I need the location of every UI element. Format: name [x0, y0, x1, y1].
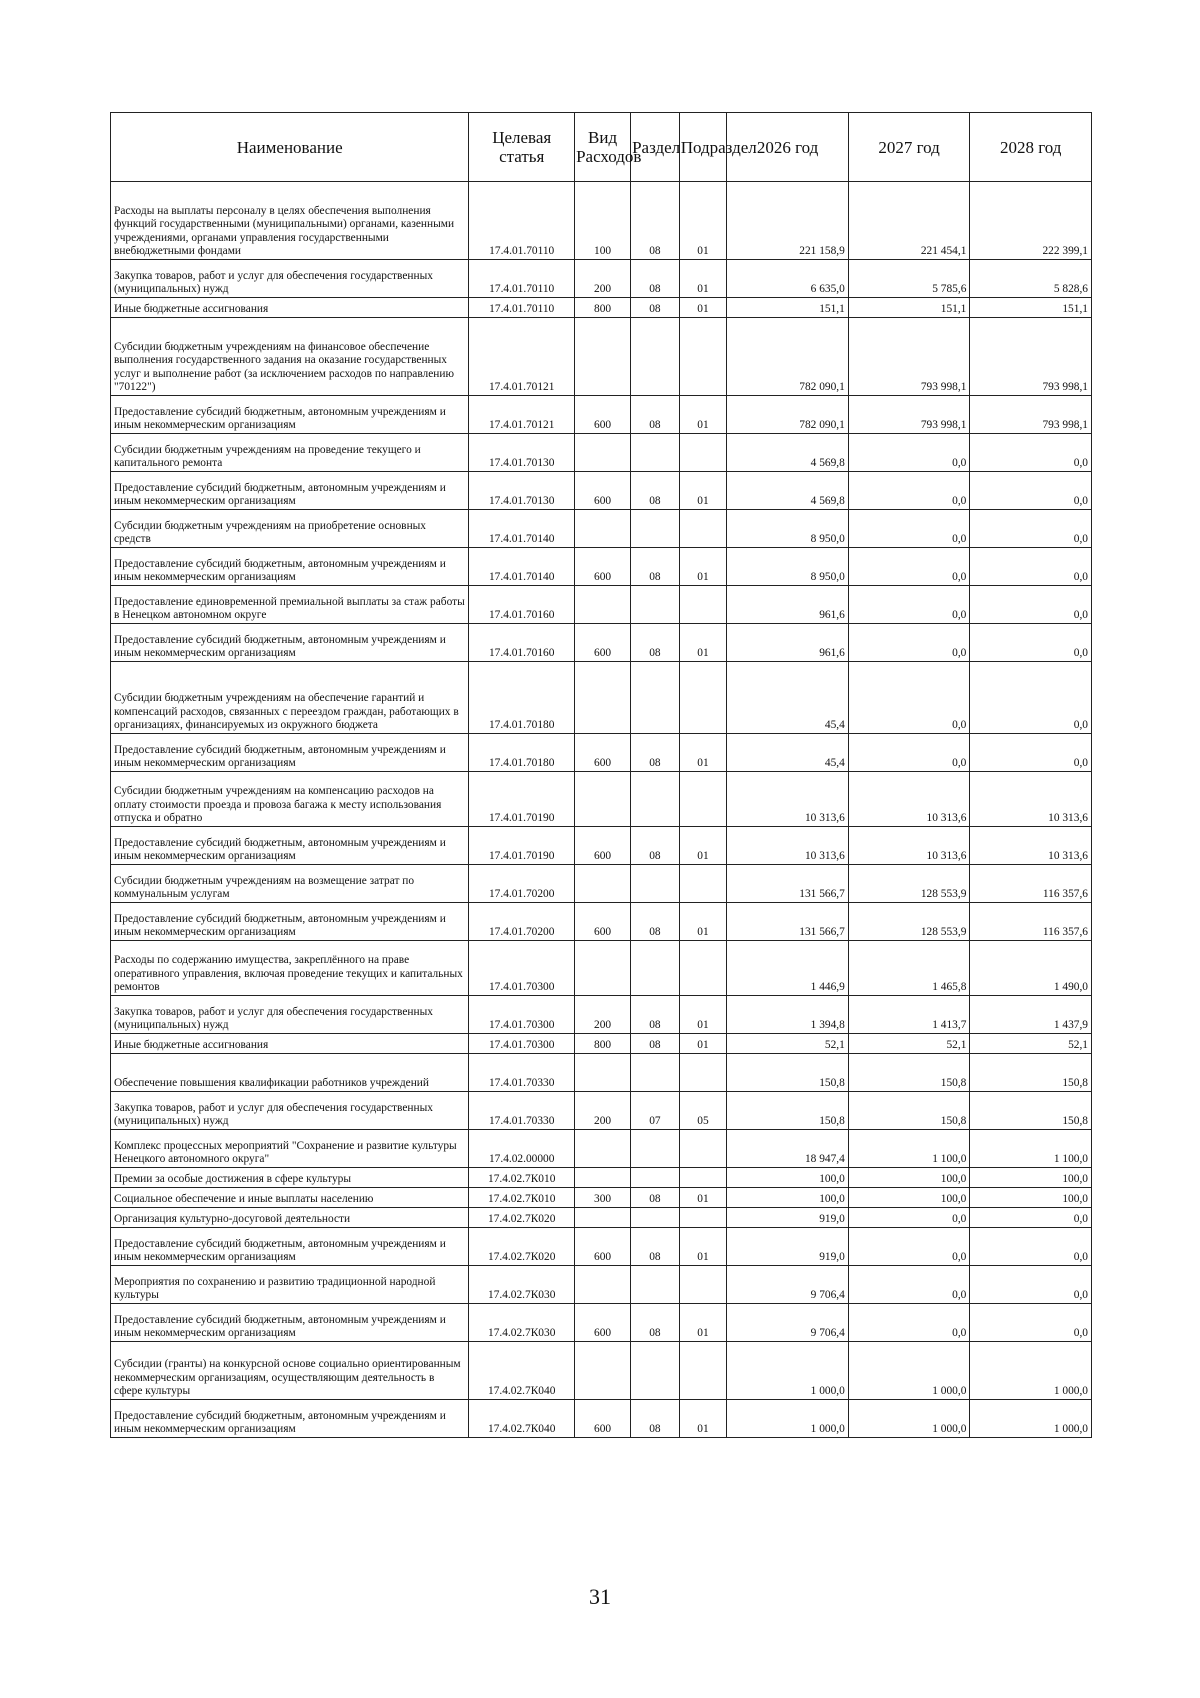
row-section [631, 1054, 680, 1092]
row-section: 08 [631, 548, 680, 586]
row-amount-2026: 100,0 [727, 1188, 849, 1208]
row-section: 08 [631, 1400, 680, 1438]
row-amount-2028: 116 357,6 [970, 865, 1092, 903]
row-expense-type [575, 434, 631, 472]
page-number: 31 [589, 1584, 611, 1609]
header-target-article: Целевая статья [469, 113, 575, 182]
row-name: Субсидии бюджетным учреждениям на финансовое обеспечение выполнения государственного задания на оказание государственных услуг и выполнение работ (за исключением расходов по направлению "70122") [111, 318, 469, 396]
row-expense-type [575, 318, 631, 396]
row-target-article: 17.4.01.70160 [469, 624, 575, 662]
row-section [631, 1168, 680, 1188]
row-target-article: 17.4.02.00000 [469, 1130, 575, 1168]
row-expense-type: 600 [575, 396, 631, 434]
row-section [631, 865, 680, 903]
row-amount-2027: 0,0 [848, 472, 970, 510]
row-amount-2027: 793 998,1 [848, 318, 970, 396]
row-subsection [679, 865, 727, 903]
row-subsection: 01 [679, 734, 727, 772]
row-subsection [679, 662, 727, 734]
row-amount-2028: 10 313,6 [970, 772, 1092, 827]
row-amount-2026: 9 706,4 [727, 1266, 849, 1304]
row-amount-2027: 0,0 [848, 1266, 970, 1304]
table-row [111, 1188, 1092, 1208]
table-row [111, 1266, 1092, 1304]
row-section: 08 [631, 996, 680, 1034]
row-amount-2027: 1 000,0 [848, 1400, 970, 1438]
row-amount-2028: 0,0 [970, 1266, 1092, 1304]
row-amount-2028: 150,8 [970, 1054, 1092, 1092]
table-row [111, 1304, 1092, 1342]
table-row [111, 586, 1092, 624]
row-amount-2028: 100,0 [970, 1168, 1092, 1188]
row-section [631, 941, 680, 996]
row-name: Субсидии бюджетным учреждениям на приобретение основных средств [111, 510, 469, 548]
row-section: 08 [631, 396, 680, 434]
row-expense-type [575, 1130, 631, 1168]
row-name: Закупка товаров, работ и услуг для обеспечения государственных (муниципальных) нужд [111, 1092, 469, 1130]
row-subsection [679, 434, 727, 472]
row-amount-2026: 150,8 [727, 1054, 849, 1092]
row-amount-2028: 793 998,1 [970, 396, 1092, 434]
table-row [111, 1208, 1092, 1228]
row-target-article: 17.4.01.70200 [469, 865, 575, 903]
row-amount-2026: 919,0 [727, 1208, 849, 1228]
row-section: 08 [631, 1228, 680, 1266]
row-section: 08 [631, 1034, 680, 1054]
row-expense-type: 100 [575, 182, 631, 260]
row-amount-2026: 52,1 [727, 1034, 849, 1054]
row-name: Предоставление субсидий бюджетным, автономным учреждениям и иным некоммерческим организациям [111, 734, 469, 772]
row-name: Предоставление субсидий бюджетным, автономным учреждениям и иным некоммерческим организациям [111, 548, 469, 586]
row-amount-2028: 1 000,0 [970, 1400, 1092, 1438]
row-amount-2027: 10 313,6 [848, 772, 970, 827]
row-amount-2027: 0,0 [848, 1304, 970, 1342]
row-amount-2028: 793 998,1 [970, 318, 1092, 396]
table-row [111, 396, 1092, 434]
header-section: Раздел [631, 113, 680, 182]
row-amount-2028: 0,0 [970, 586, 1092, 624]
row-amount-2028: 0,0 [970, 662, 1092, 734]
row-amount-2028: 0,0 [970, 472, 1092, 510]
row-subsection [679, 1168, 727, 1188]
row-expense-type [575, 586, 631, 624]
row-section [631, 662, 680, 734]
row-target-article: 17.4.01.70330 [469, 1054, 575, 1092]
row-expense-type [575, 1054, 631, 1092]
row-amount-2027: 52,1 [848, 1034, 970, 1054]
row-target-article: 17.4.02.7К030 [469, 1266, 575, 1304]
row-amount-2028: 0,0 [970, 1208, 1092, 1228]
table-row [111, 548, 1092, 586]
row-name: Иные бюджетные ассигнования [111, 1034, 469, 1054]
row-amount-2026: 6 635,0 [727, 260, 849, 298]
row-section [631, 772, 680, 827]
row-target-article: 17.4.01.70330 [469, 1092, 575, 1130]
row-amount-2027: 0,0 [848, 1228, 970, 1266]
row-amount-2027: 128 553,9 [848, 865, 970, 903]
row-target-article: 17.4.01.70300 [469, 1034, 575, 1054]
row-amount-2028: 1 490,0 [970, 941, 1092, 996]
row-name: Предоставление субсидий бюджетным, автономным учреждениям и иным некоммерческим организациям [111, 1304, 469, 1342]
row-amount-2026: 221 158,9 [727, 182, 849, 260]
row-name: Мероприятия по сохранению и развитию традиционной народной культуры [111, 1266, 469, 1304]
row-amount-2026: 100,0 [727, 1168, 849, 1188]
row-amount-2028: 0,0 [970, 510, 1092, 548]
table-row [111, 1168, 1092, 1188]
row-amount-2028: 0,0 [970, 1228, 1092, 1266]
header-row [111, 113, 1092, 182]
table-row [111, 941, 1092, 996]
row-amount-2027: 100,0 [848, 1168, 970, 1188]
budget-table [110, 112, 1092, 1438]
row-name: Предоставление субсидий бюджетным, автономным учреждениям и иным некоммерческим организациям [111, 1228, 469, 1266]
table-row [111, 624, 1092, 662]
row-subsection: 01 [679, 298, 727, 318]
row-amount-2028: 1 000,0 [970, 1342, 1092, 1400]
row-amount-2028: 0,0 [970, 548, 1092, 586]
row-amount-2028: 5 828,6 [970, 260, 1092, 298]
row-subsection: 01 [679, 903, 727, 941]
row-name: Предоставление субсидий бюджетным, автономным учреждениям и иным некоммерческим организациям [111, 624, 469, 662]
row-name: Предоставление субсидий бюджетным, автономным учреждениям и иным некоммерческим организациям [111, 1400, 469, 1438]
row-amount-2026: 1 000,0 [727, 1400, 849, 1438]
row-amount-2027: 0,0 [848, 510, 970, 548]
row-subsection: 01 [679, 827, 727, 865]
row-target-article: 17.4.01.70180 [469, 662, 575, 734]
header-year-2026: 2026 год [727, 113, 849, 182]
row-expense-type: 600 [575, 734, 631, 772]
row-amount-2028: 1 100,0 [970, 1130, 1092, 1168]
row-amount-2027: 0,0 [848, 624, 970, 662]
row-name: Социальное обеспечение и иные выплаты населению [111, 1188, 469, 1208]
row-amount-2028: 150,8 [970, 1092, 1092, 1130]
row-name: Предоставление субсидий бюджетным, автономным учреждениям и иным некоммерческим организациям [111, 903, 469, 941]
row-target-article: 17.4.01.70300 [469, 941, 575, 996]
row-section: 08 [631, 1188, 680, 1208]
table-body [111, 182, 1092, 1438]
row-amount-2026: 10 313,6 [727, 827, 849, 865]
row-name: Иные бюджетные ассигнования [111, 298, 469, 318]
row-section: 08 [631, 298, 680, 318]
row-subsection: 01 [679, 996, 727, 1034]
table-row [111, 662, 1092, 734]
row-amount-2028: 0,0 [970, 624, 1092, 662]
row-amount-2026: 18 947,4 [727, 1130, 849, 1168]
row-amount-2027: 100,0 [848, 1188, 970, 1208]
row-subsection: 01 [679, 624, 727, 662]
table-row [111, 1034, 1092, 1054]
row-subsection: 01 [679, 396, 727, 434]
header-year-2028: 2028 год [970, 113, 1092, 182]
row-subsection [679, 1130, 727, 1168]
header-subsection: Подраздел [679, 113, 727, 182]
row-subsection: 01 [679, 472, 727, 510]
row-amount-2028: 0,0 [970, 734, 1092, 772]
row-section [631, 510, 680, 548]
row-amount-2026: 4 569,8 [727, 472, 849, 510]
row-subsection [679, 1342, 727, 1400]
row-subsection: 01 [679, 1188, 727, 1208]
table-row [111, 1130, 1092, 1168]
table-row [111, 1400, 1092, 1438]
row-amount-2028: 0,0 [970, 1304, 1092, 1342]
table-row [111, 1092, 1092, 1130]
row-subsection [679, 1208, 727, 1228]
row-target-article: 17.4.01.70130 [469, 472, 575, 510]
row-subsection [679, 318, 727, 396]
row-subsection [679, 510, 727, 548]
row-target-article: 17.4.01.70130 [469, 434, 575, 472]
row-target-article: 17.4.01.70121 [469, 396, 575, 434]
table-row [111, 996, 1092, 1034]
row-amount-2026: 1 446,9 [727, 941, 849, 996]
row-section: 08 [631, 624, 680, 662]
table-row [111, 1054, 1092, 1092]
row-name: Организация культурно-досуговой деятельности [111, 1208, 469, 1228]
row-target-article: 17.4.01.70140 [469, 510, 575, 548]
row-name: Расходы по содержанию имущества, закреплённого на праве оперативного управления, включая проведение текущих и капитальных ремонтов [111, 941, 469, 996]
row-target-article: 17.4.02.7К040 [469, 1342, 575, 1400]
row-amount-2027: 0,0 [848, 1208, 970, 1228]
row-expense-type: 200 [575, 996, 631, 1034]
row-amount-2027: 151,1 [848, 298, 970, 318]
table-row [111, 772, 1092, 827]
row-expense-type: 600 [575, 1304, 631, 1342]
row-expense-type: 800 [575, 298, 631, 318]
row-expense-type: 800 [575, 1034, 631, 1054]
row-section [631, 1266, 680, 1304]
row-amount-2028: 0,0 [970, 434, 1092, 472]
row-amount-2026: 961,6 [727, 624, 849, 662]
row-amount-2026: 1 000,0 [727, 1342, 849, 1400]
row-subsection [679, 586, 727, 624]
row-expense-type: 300 [575, 1188, 631, 1208]
row-amount-2026: 150,8 [727, 1092, 849, 1130]
table-row [111, 1228, 1092, 1266]
row-expense-type [575, 1266, 631, 1304]
row-target-article: 17.4.02.7К010 [469, 1168, 575, 1188]
row-name: Предоставление субсидий бюджетным, автономным учреждениям и иным некоммерческим организациям [111, 472, 469, 510]
row-name: Расходы на выплаты персоналу в целях обеспечения выполнения функций государственными (муниципальными) органами, казенными учреждениями, органами управления государственными внебюджетными фондами [111, 182, 469, 260]
row-target-article: 17.4.02.7К030 [469, 1304, 575, 1342]
row-section [631, 434, 680, 472]
row-amount-2026: 131 566,7 [727, 865, 849, 903]
row-amount-2026: 9 706,4 [727, 1304, 849, 1342]
table-row [111, 298, 1092, 318]
row-amount-2026: 131 566,7 [727, 903, 849, 941]
row-amount-2026: 45,4 [727, 662, 849, 734]
row-amount-2026: 45,4 [727, 734, 849, 772]
row-name: Закупка товаров, работ и услуг для обеспечения государственных (муниципальных) нужд [111, 260, 469, 298]
row-name: Субсидии бюджетным учреждениям на обеспечение гарантий и компенсаций расходов, связанных с переездом граждан, работающих в организациях, финансируемых из окружного бюджета [111, 662, 469, 734]
row-section: 08 [631, 1304, 680, 1342]
row-expense-type [575, 662, 631, 734]
row-amount-2028: 100,0 [970, 1188, 1092, 1208]
row-name: Субсидии (гранты) на конкурсной основе социально ориентированным некоммерческим организациям, осуществляющим деятельность в сфере культуры [111, 1342, 469, 1400]
row-subsection: 05 [679, 1092, 727, 1130]
row-amount-2026: 782 090,1 [727, 318, 849, 396]
row-expense-type [575, 772, 631, 827]
header-year-2027: 2027 год [848, 113, 970, 182]
row-subsection [679, 772, 727, 827]
row-amount-2027: 0,0 [848, 586, 970, 624]
row-amount-2027: 10 313,6 [848, 827, 970, 865]
table-row [111, 510, 1092, 548]
row-target-article: 17.4.01.70300 [469, 996, 575, 1034]
row-expense-type [575, 941, 631, 996]
row-subsection [679, 941, 727, 996]
table-row [111, 1342, 1092, 1400]
row-section [631, 1208, 680, 1228]
table-row [111, 182, 1092, 260]
row-amount-2026: 8 950,0 [727, 548, 849, 586]
row-amount-2027: 1 100,0 [848, 1130, 970, 1168]
row-subsection: 01 [679, 548, 727, 586]
row-amount-2028: 1 437,9 [970, 996, 1092, 1034]
row-target-article: 17.4.01.70110 [469, 182, 575, 260]
row-expense-type: 200 [575, 260, 631, 298]
row-expense-type: 600 [575, 624, 631, 662]
row-expense-type: 600 [575, 548, 631, 586]
table-row [111, 734, 1092, 772]
table-row [111, 472, 1092, 510]
row-amount-2027: 793 998,1 [848, 396, 970, 434]
row-amount-2026: 10 313,6 [727, 772, 849, 827]
row-section: 08 [631, 903, 680, 941]
row-name: Комплекс процессных мероприятий "Сохранение и развитие культуры Ненецкого автономного округа" [111, 1130, 469, 1168]
table-row [111, 827, 1092, 865]
row-expense-type: 600 [575, 827, 631, 865]
row-subsection [679, 1054, 727, 1092]
row-section: 07 [631, 1092, 680, 1130]
row-subsection: 01 [679, 1228, 727, 1266]
row-amount-2027: 150,8 [848, 1054, 970, 1092]
row-amount-2028: 116 357,6 [970, 903, 1092, 941]
row-amount-2026: 8 950,0 [727, 510, 849, 548]
row-section: 08 [631, 472, 680, 510]
row-amount-2028: 10 313,6 [970, 827, 1092, 865]
row-subsection: 01 [679, 1400, 727, 1438]
row-amount-2026: 919,0 [727, 1228, 849, 1266]
row-target-article: 17.4.01.70140 [469, 548, 575, 586]
row-expense-type [575, 1168, 631, 1188]
row-amount-2026: 4 569,8 [727, 434, 849, 472]
row-target-article: 17.4.01.70180 [469, 734, 575, 772]
row-expense-type: 600 [575, 903, 631, 941]
row-name: Предоставление субсидий бюджетным, автономным учреждениям и иным некоммерческим организациям [111, 396, 469, 434]
row-target-article: 17.4.02.7К020 [469, 1228, 575, 1266]
row-amount-2027: 1 000,0 [848, 1342, 970, 1400]
row-expense-type: 600 [575, 1400, 631, 1438]
row-expense-type [575, 510, 631, 548]
row-expense-type [575, 865, 631, 903]
row-amount-2026: 961,6 [727, 586, 849, 624]
row-name: Субсидии бюджетным учреждениям на возмещение затрат по коммунальным услугам [111, 865, 469, 903]
row-expense-type [575, 1342, 631, 1400]
row-subsection: 01 [679, 1034, 727, 1054]
row-target-article: 17.4.02.7К010 [469, 1188, 575, 1208]
row-target-article: 17.4.01.70110 [469, 260, 575, 298]
row-name: Субсидии бюджетным учреждениям на проведение текущего и капитального ремонта [111, 434, 469, 472]
row-name: Предоставление субсидий бюджетным, автономным учреждениям и иным некоммерческим организациям [111, 827, 469, 865]
row-amount-2027: 5 785,6 [848, 260, 970, 298]
row-section: 08 [631, 260, 680, 298]
row-subsection: 01 [679, 1304, 727, 1342]
row-name: Премии за особые достижения в сфере культуры [111, 1168, 469, 1188]
row-amount-2027: 128 553,9 [848, 903, 970, 941]
row-target-article: 17.4.01.70190 [469, 772, 575, 827]
row-subsection [679, 1266, 727, 1304]
row-subsection: 01 [679, 260, 727, 298]
row-amount-2027: 150,8 [848, 1092, 970, 1130]
row-section [631, 318, 680, 396]
row-expense-type [575, 1208, 631, 1228]
row-name: Субсидии бюджетным учреждениям на компенсацию расходов на оплату стоимости проезда и провоза багажа к месту использования отпуска и обратно [111, 772, 469, 827]
row-target-article: 17.4.01.70160 [469, 586, 575, 624]
row-amount-2028: 52,1 [970, 1034, 1092, 1054]
table-row [111, 865, 1092, 903]
row-amount-2027: 0,0 [848, 434, 970, 472]
row-target-article: 17.4.01.70190 [469, 827, 575, 865]
row-target-article: 17.4.01.70121 [469, 318, 575, 396]
row-amount-2028: 151,1 [970, 298, 1092, 318]
header-name: Наименование [111, 113, 469, 182]
row-expense-type: 200 [575, 1092, 631, 1130]
row-section [631, 1130, 680, 1168]
row-name: Обеспечение повышения квалификации работников учреждений [111, 1054, 469, 1092]
row-name: Закупка товаров, работ и услуг для обеспечения государственных (муниципальных) нужд [111, 996, 469, 1034]
row-target-article: 17.4.01.70200 [469, 903, 575, 941]
row-target-article: 17.4.02.7К040 [469, 1400, 575, 1438]
row-amount-2027: 1 413,7 [848, 996, 970, 1034]
row-amount-2028: 222 399,1 [970, 182, 1092, 260]
row-section: 08 [631, 182, 680, 260]
row-section [631, 1342, 680, 1400]
table-row [111, 434, 1092, 472]
row-amount-2026: 1 394,8 [727, 996, 849, 1034]
row-amount-2027: 0,0 [848, 548, 970, 586]
row-section [631, 586, 680, 624]
row-amount-2027: 221 454,1 [848, 182, 970, 260]
row-amount-2026: 151,1 [727, 298, 849, 318]
row-target-article: 17.4.01.70110 [469, 298, 575, 318]
row-expense-type: 600 [575, 1228, 631, 1266]
row-name: Предоставление единовременной премиальной выплаты за стаж работы в Ненецком автономном округе [111, 586, 469, 624]
row-section: 08 [631, 734, 680, 772]
row-amount-2026: 782 090,1 [727, 396, 849, 434]
table-row [111, 318, 1092, 396]
row-amount-2027: 1 465,8 [848, 941, 970, 996]
table-row [111, 260, 1092, 298]
table-row [111, 903, 1092, 941]
row-amount-2027: 0,0 [848, 662, 970, 734]
row-section: 08 [631, 827, 680, 865]
row-amount-2027: 0,0 [848, 734, 970, 772]
header-expense-type: Вид Расходов [575, 113, 631, 182]
row-target-article: 17.4.02.7К020 [469, 1208, 575, 1228]
row-subsection: 01 [679, 182, 727, 260]
row-expense-type: 600 [575, 472, 631, 510]
